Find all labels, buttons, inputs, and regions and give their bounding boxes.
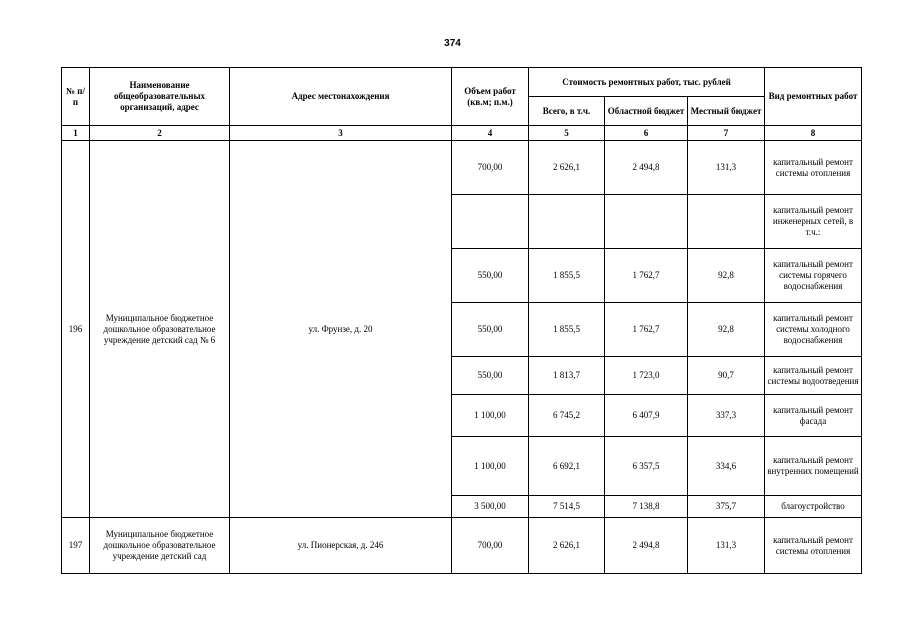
regional-cell bbox=[605, 195, 688, 249]
regional-cell: 6 407,9 bbox=[605, 395, 688, 437]
header-cost-group: Стоимость ремонтных работ, тыс. рублей bbox=[529, 68, 765, 97]
total-cell: 1 855,5 bbox=[529, 303, 605, 357]
volume-cell: 3 500,00 bbox=[452, 496, 529, 518]
regional-cell: 1 762,7 bbox=[605, 249, 688, 303]
col-number: 7 bbox=[688, 126, 765, 141]
local-cell: 92,8 bbox=[688, 303, 765, 357]
local-cell: 92,8 bbox=[688, 249, 765, 303]
work-type-cell: капитальный ремонт системы отопления bbox=[765, 141, 862, 195]
regional-cell: 1 723,0 bbox=[605, 357, 688, 395]
work-type-cell: капитальный ремонт фасада bbox=[765, 395, 862, 437]
local-cell: 334,6 bbox=[688, 437, 765, 496]
header-volume: Объем работ (кв.м; п.м.) bbox=[452, 68, 529, 126]
entry-number: 196 bbox=[62, 141, 90, 518]
volume-cell bbox=[452, 195, 529, 249]
total-cell: 2 626,1 bbox=[529, 141, 605, 195]
volume-cell: 550,00 bbox=[452, 357, 529, 395]
total-cell bbox=[529, 195, 605, 249]
regional-cell: 7 138,8 bbox=[605, 496, 688, 518]
total-cell: 1 855,5 bbox=[529, 249, 605, 303]
local-cell: 337,3 bbox=[688, 395, 765, 437]
org-name: Муниципальное бюджетное дошкольное образовательное учреждение детский сад № 6 bbox=[90, 141, 230, 518]
repair-works-table bbox=[61, 67, 862, 574]
col-number: 1 bbox=[62, 126, 90, 141]
local-cell: 131,3 bbox=[688, 518, 765, 574]
volume-cell: 1 100,00 bbox=[452, 437, 529, 496]
local-cell: 131,3 bbox=[688, 141, 765, 195]
total-cell: 7 514,5 bbox=[529, 496, 605, 518]
work-type-cell: капитальный ремонт инженерных сетей, в т.ч.: bbox=[765, 195, 862, 249]
header-num: № п/п bbox=[62, 68, 90, 126]
regional-cell: 6 357,5 bbox=[605, 437, 688, 496]
regional-cell: 1 762,7 bbox=[605, 303, 688, 357]
col-number: 3 bbox=[230, 126, 452, 141]
total-cell: 6 745,2 bbox=[529, 395, 605, 437]
col-number: 4 bbox=[452, 126, 529, 141]
column-number-row bbox=[62, 126, 862, 141]
total-cell: 2 626,1 bbox=[529, 518, 605, 574]
header-org-name: Наименование общеобразовательных организаций, адрес bbox=[90, 68, 230, 126]
col-number: 2 bbox=[90, 126, 230, 141]
volume-cell: 700,00 bbox=[452, 518, 529, 574]
entry-number: 197 bbox=[62, 518, 90, 574]
org-address: ул. Пионерская, д. 246 bbox=[230, 518, 452, 574]
org-address: ул. Фрунзе, д. 20 bbox=[230, 141, 452, 518]
local-cell: 375,7 bbox=[688, 496, 765, 518]
table-row bbox=[62, 518, 862, 574]
col-number: 5 bbox=[529, 126, 605, 141]
volume-cell: 700,00 bbox=[452, 141, 529, 195]
col-number: 8 bbox=[765, 126, 862, 141]
local-cell bbox=[688, 195, 765, 249]
org-name: Муниципальное бюджетное дошкольное образовательное учреждение детский сад bbox=[90, 518, 230, 574]
table-row bbox=[62, 141, 862, 195]
work-type-cell: капитальный ремонт системы отопления bbox=[765, 518, 862, 574]
regional-cell: 2 494,8 bbox=[605, 141, 688, 195]
work-type-cell: капитальный ремонт системы водоотведения bbox=[765, 357, 862, 395]
header-total: Всего, в т.ч. bbox=[529, 97, 605, 126]
volume-cell: 550,00 bbox=[452, 249, 529, 303]
header-regional: Областной бюджет bbox=[605, 97, 688, 126]
work-type-cell: капитальный ремонт системы горячего водоснабжения bbox=[765, 249, 862, 303]
local-cell: 90,7 bbox=[688, 357, 765, 395]
header-work-type: Вид ремонтных работ bbox=[765, 68, 862, 126]
page-number: 374 bbox=[444, 38, 461, 49]
header-address: Адрес местонахождения bbox=[230, 68, 452, 126]
regional-cell: 2 494,8 bbox=[605, 518, 688, 574]
work-type-cell: капитальный ремонт внутренних помещений bbox=[765, 437, 862, 496]
volume-cell: 1 100,00 bbox=[452, 395, 529, 437]
work-type-cell: благоустройство bbox=[765, 496, 862, 518]
total-cell: 6 692,1 bbox=[529, 437, 605, 496]
work-type-cell: капитальный ремонт системы холодного водоснабжения bbox=[765, 303, 862, 357]
volume-cell: 550,00 bbox=[452, 303, 529, 357]
col-number: 6 bbox=[605, 126, 688, 141]
total-cell: 1 813,7 bbox=[529, 357, 605, 395]
header-local: Местный бюджет bbox=[688, 97, 765, 126]
